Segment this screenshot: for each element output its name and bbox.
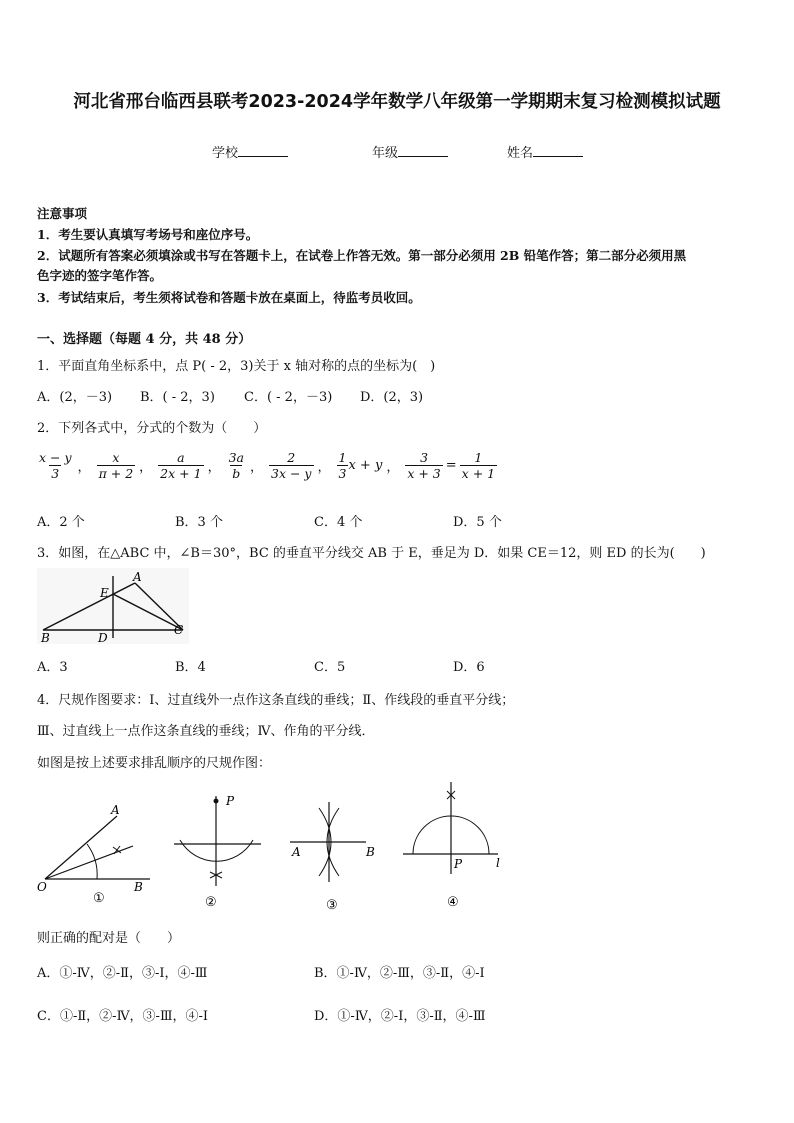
grade-field xyxy=(372,142,448,161)
q3-stem: 3．如图，在△ABC 中，∠B＝30°，BC 的垂直平分线交 AB 于 E，垂足为 D．如果 CE＝12，则 ED 的长为( ) xyxy=(37,546,706,561)
fraction-8-num: 1 xyxy=(474,450,483,465)
q4-line1: 4．尺规作图要求：Ⅰ、过直线外一点作这条直线的垂线；Ⅱ、作线段的垂直平分线； xyxy=(37,693,515,708)
q3-option-c: C．5 xyxy=(314,660,346,675)
q2-option-c: C．4 个 xyxy=(314,515,363,530)
fraction-8 xyxy=(460,450,497,481)
fraction-7 xyxy=(405,450,442,481)
fraction-4-den: b xyxy=(232,466,241,481)
fraction-5 xyxy=(269,450,314,481)
note-2: 2．试题所有答案必须填涂或书写在答题卡上，在试卷上作答无效。第一部分必须用 2B 铅笔作答；第二部分必须用黑 xyxy=(37,248,687,263)
q4-option-d: D．①-Ⅳ，②-Ⅰ，③-Ⅱ，④-Ⅲ xyxy=(314,1009,486,1024)
fig2-label-p: P xyxy=(226,794,235,808)
q1-option-d: D．(2，3) xyxy=(360,390,424,405)
fig3-number: ③ xyxy=(326,898,338,913)
fig1-number: ① xyxy=(93,891,105,906)
fig4-number: ④ xyxy=(447,895,459,910)
q2-stem: 2．下列各式中，分式的个数为（ ） xyxy=(37,421,267,436)
fraction-6-num: 1 xyxy=(338,450,347,465)
fraction-2-num: x xyxy=(112,450,120,465)
label-c: C xyxy=(174,623,184,637)
label-a: A xyxy=(133,570,142,584)
fraction-8-den: x + 1 xyxy=(461,466,496,481)
q4-option-b: B．①-Ⅳ，②-Ⅲ，③-Ⅱ，④-Ⅰ xyxy=(314,966,485,981)
q4-option-a: A．①-Ⅳ，②-Ⅱ，③-Ⅰ，④-Ⅲ xyxy=(37,966,208,981)
fraction-1-den: 3 xyxy=(51,466,60,481)
q4-line2: Ⅲ、过直线上一点作这条直线的垂线；Ⅳ、作角的平分线． xyxy=(37,724,375,739)
q1-stem: 1．平面直角坐标系中，点 P( - 2，3)关于 x 轴对称的点的坐标为( ) xyxy=(37,359,436,374)
grade-blank xyxy=(398,144,448,157)
fraction-5-den: 3x − y xyxy=(271,466,312,481)
note-2-cont: 色字迹的签字笔作答。 xyxy=(37,268,163,283)
notes-heading: 注意事项 xyxy=(37,206,88,221)
name-label: 姓名 xyxy=(507,146,534,161)
construction-4 xyxy=(403,782,500,910)
q2-option-a: A．2 个 xyxy=(37,515,85,530)
q4-ask: 则正确的配对是（ ） xyxy=(37,931,181,946)
school-label: 学校 xyxy=(212,146,239,161)
fig2-number: ② xyxy=(205,895,217,910)
grade-label: 年级 xyxy=(372,146,399,161)
fraction-7-den: x + 3 xyxy=(407,466,441,481)
q1-option-c: C．( - 2，－3) xyxy=(244,390,333,405)
fraction-6-tail: x + y xyxy=(348,458,383,473)
label-e: E xyxy=(100,586,109,600)
q4-constructions-figure xyxy=(33,778,513,913)
note-3: 3．考试结束后，考生须将试卷和答题卡放在桌面上，待监考员收回。 xyxy=(37,290,421,305)
q1-option-b: B．( - 2，3) xyxy=(140,390,215,405)
construction-3 xyxy=(290,802,375,913)
fraction-5-num: 2 xyxy=(287,450,296,465)
fraction-7-num: 3 xyxy=(420,450,429,465)
q3-triangle-figure xyxy=(37,568,189,644)
q3-option-b: B．4 xyxy=(175,660,206,675)
name-blank xyxy=(533,144,583,157)
q1-option-a: A．(2，－3) xyxy=(37,390,113,405)
fraction-3-den: 2x + 1 xyxy=(160,466,202,481)
fraction-1 xyxy=(37,450,74,481)
q4-option-c: C．①-Ⅱ，②-Ⅳ，③-Ⅲ，④-Ⅰ xyxy=(37,1009,209,1024)
fraction-1-num: x − y xyxy=(39,450,72,465)
label-d: D xyxy=(98,631,108,644)
fraction-2-den: π + 2 xyxy=(98,466,134,481)
construction-1 xyxy=(37,803,150,906)
school-blank xyxy=(238,144,288,157)
q3-option-d: D．6 xyxy=(453,660,485,675)
fig4-label-p: P xyxy=(454,857,463,871)
fig1-label-a: A xyxy=(111,803,120,817)
fig1-label-b: B xyxy=(134,880,143,894)
fig1-label-o: O xyxy=(37,880,47,894)
name-field xyxy=(507,142,583,161)
fig4-label-l: l xyxy=(496,856,500,870)
q3-option-a: A．3 xyxy=(37,660,68,675)
fraction-4-num: 3a xyxy=(228,450,244,465)
fraction-6-den: 3 xyxy=(338,466,347,481)
section-heading: 一、选择题（每题 4 分，共 48 分） xyxy=(37,332,252,347)
fraction-6 xyxy=(337,450,349,481)
note-1: 1．考生要认真填写考场号和座位序号。 xyxy=(37,227,259,242)
fraction-3 xyxy=(158,450,203,481)
construction-2 xyxy=(174,794,261,910)
fig3-label-a: A xyxy=(292,845,301,859)
fraction-2 xyxy=(97,450,136,481)
fraction-4 xyxy=(227,450,246,481)
q2-option-d: D．5 个 xyxy=(453,515,502,530)
fraction-3-num: a xyxy=(177,450,185,465)
school-field xyxy=(212,142,288,161)
page-title: 河北省邢台临西县联考2023-2024学年数学八年级第一学期期末复习检测模拟试题 xyxy=(73,92,721,112)
fig3-label-b: B xyxy=(366,845,375,859)
label-b: B xyxy=(41,631,50,644)
q4-line3: 如图是按上述要求排乱顺序的尺规作图： xyxy=(37,756,272,771)
q2-option-b: B．3 个 xyxy=(175,515,223,530)
q2-expressions: $\frac{x - y}{3}$ ， $\frac{x}{\pi + 2}$ ， $\frac{a}{2x + 1}$ ， $\frac{3a}{b}$ ， $\frac{2}{3x - y}$ ， $\frac{1}{3}$ x + y ， $\frac{3}{x + 3}$ = $\frac{1}{x + 1}$ xyxy=(39,450,496,481)
